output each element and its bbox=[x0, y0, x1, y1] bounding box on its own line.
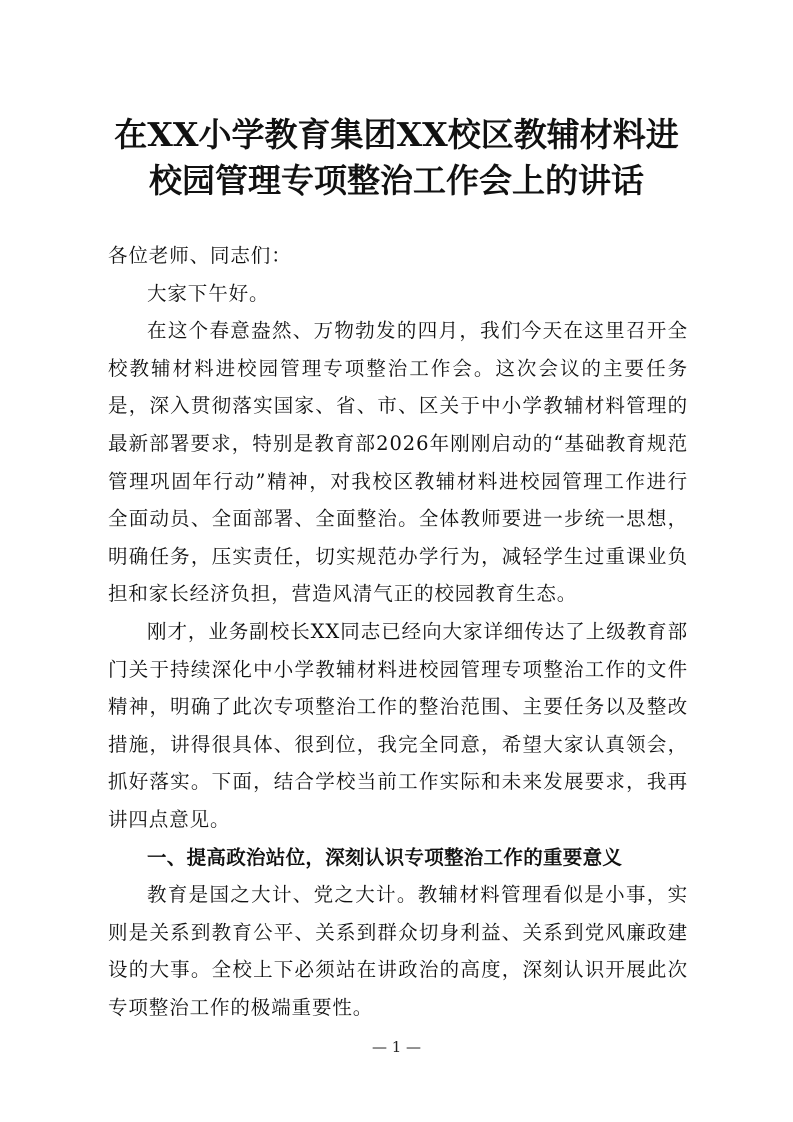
title-line-1: 在XX小学教育集团XX校区教辅材料进 bbox=[114, 115, 679, 154]
salutation: 各位老师、同志们： bbox=[108, 244, 292, 267]
section-heading: 一、提高政治站位，深刻认识专项整治工作的重要意义 bbox=[147, 845, 623, 869]
greeting: 大家下午好。 bbox=[147, 281, 270, 305]
document-body bbox=[108, 237, 688, 1026]
paragraph-briefing: 刚才，业务副校长XX同志已经向大家详细传达了上级教育部门关于持续深化中小学教辅材料进校园管理专项整治工作的文件精神，明确了此次专项整治工作的整治范围、主要任务以及整改措施，讲得很具体、很到位，我完全同意，希望大家认真领会，抓好落实。下面，结合学校当前工作实际和未来发展要求，我再讲四点意见。 bbox=[108, 619, 688, 831]
title-line-2: 校园管理专项整治工作会上的讲话 bbox=[149, 161, 644, 200]
section-paragraph: 教育是国之大计、党之大计。教辅材料管理看似是小事，实则是关系到教育公平、关系到群众切身利益、关系到党风廉政建设的大事。全校上下必须站在讲政治的高度，深刻认识开展此次专项整治工作的极端重要性。 bbox=[108, 883, 688, 1019]
document-title bbox=[96, 112, 697, 204]
page-number: — 1 — bbox=[371, 1038, 422, 1056]
paragraph-opening: 在这个春意盎然、万物勃发的四月，我们今天在这里召开全校教辅材料进校园管理专项整治工作会。这次会议的主要任务是，深入贯彻落实国家、省、市、区关于中小学教辅材料管理的最新部署要求，特别是教育部2026年刚刚启动的“基础教育规范管理巩固年行动”精神，对我校区教辅材料进校园管理工作进行全面动员、全面部署、全面整治。全体教师要进一步统一思想，明确任务，压实责任，切实规范办学行为，减轻学生过重课业负担和家长经济负担，营造风清气正的校园教育生态。 bbox=[108, 319, 688, 606]
